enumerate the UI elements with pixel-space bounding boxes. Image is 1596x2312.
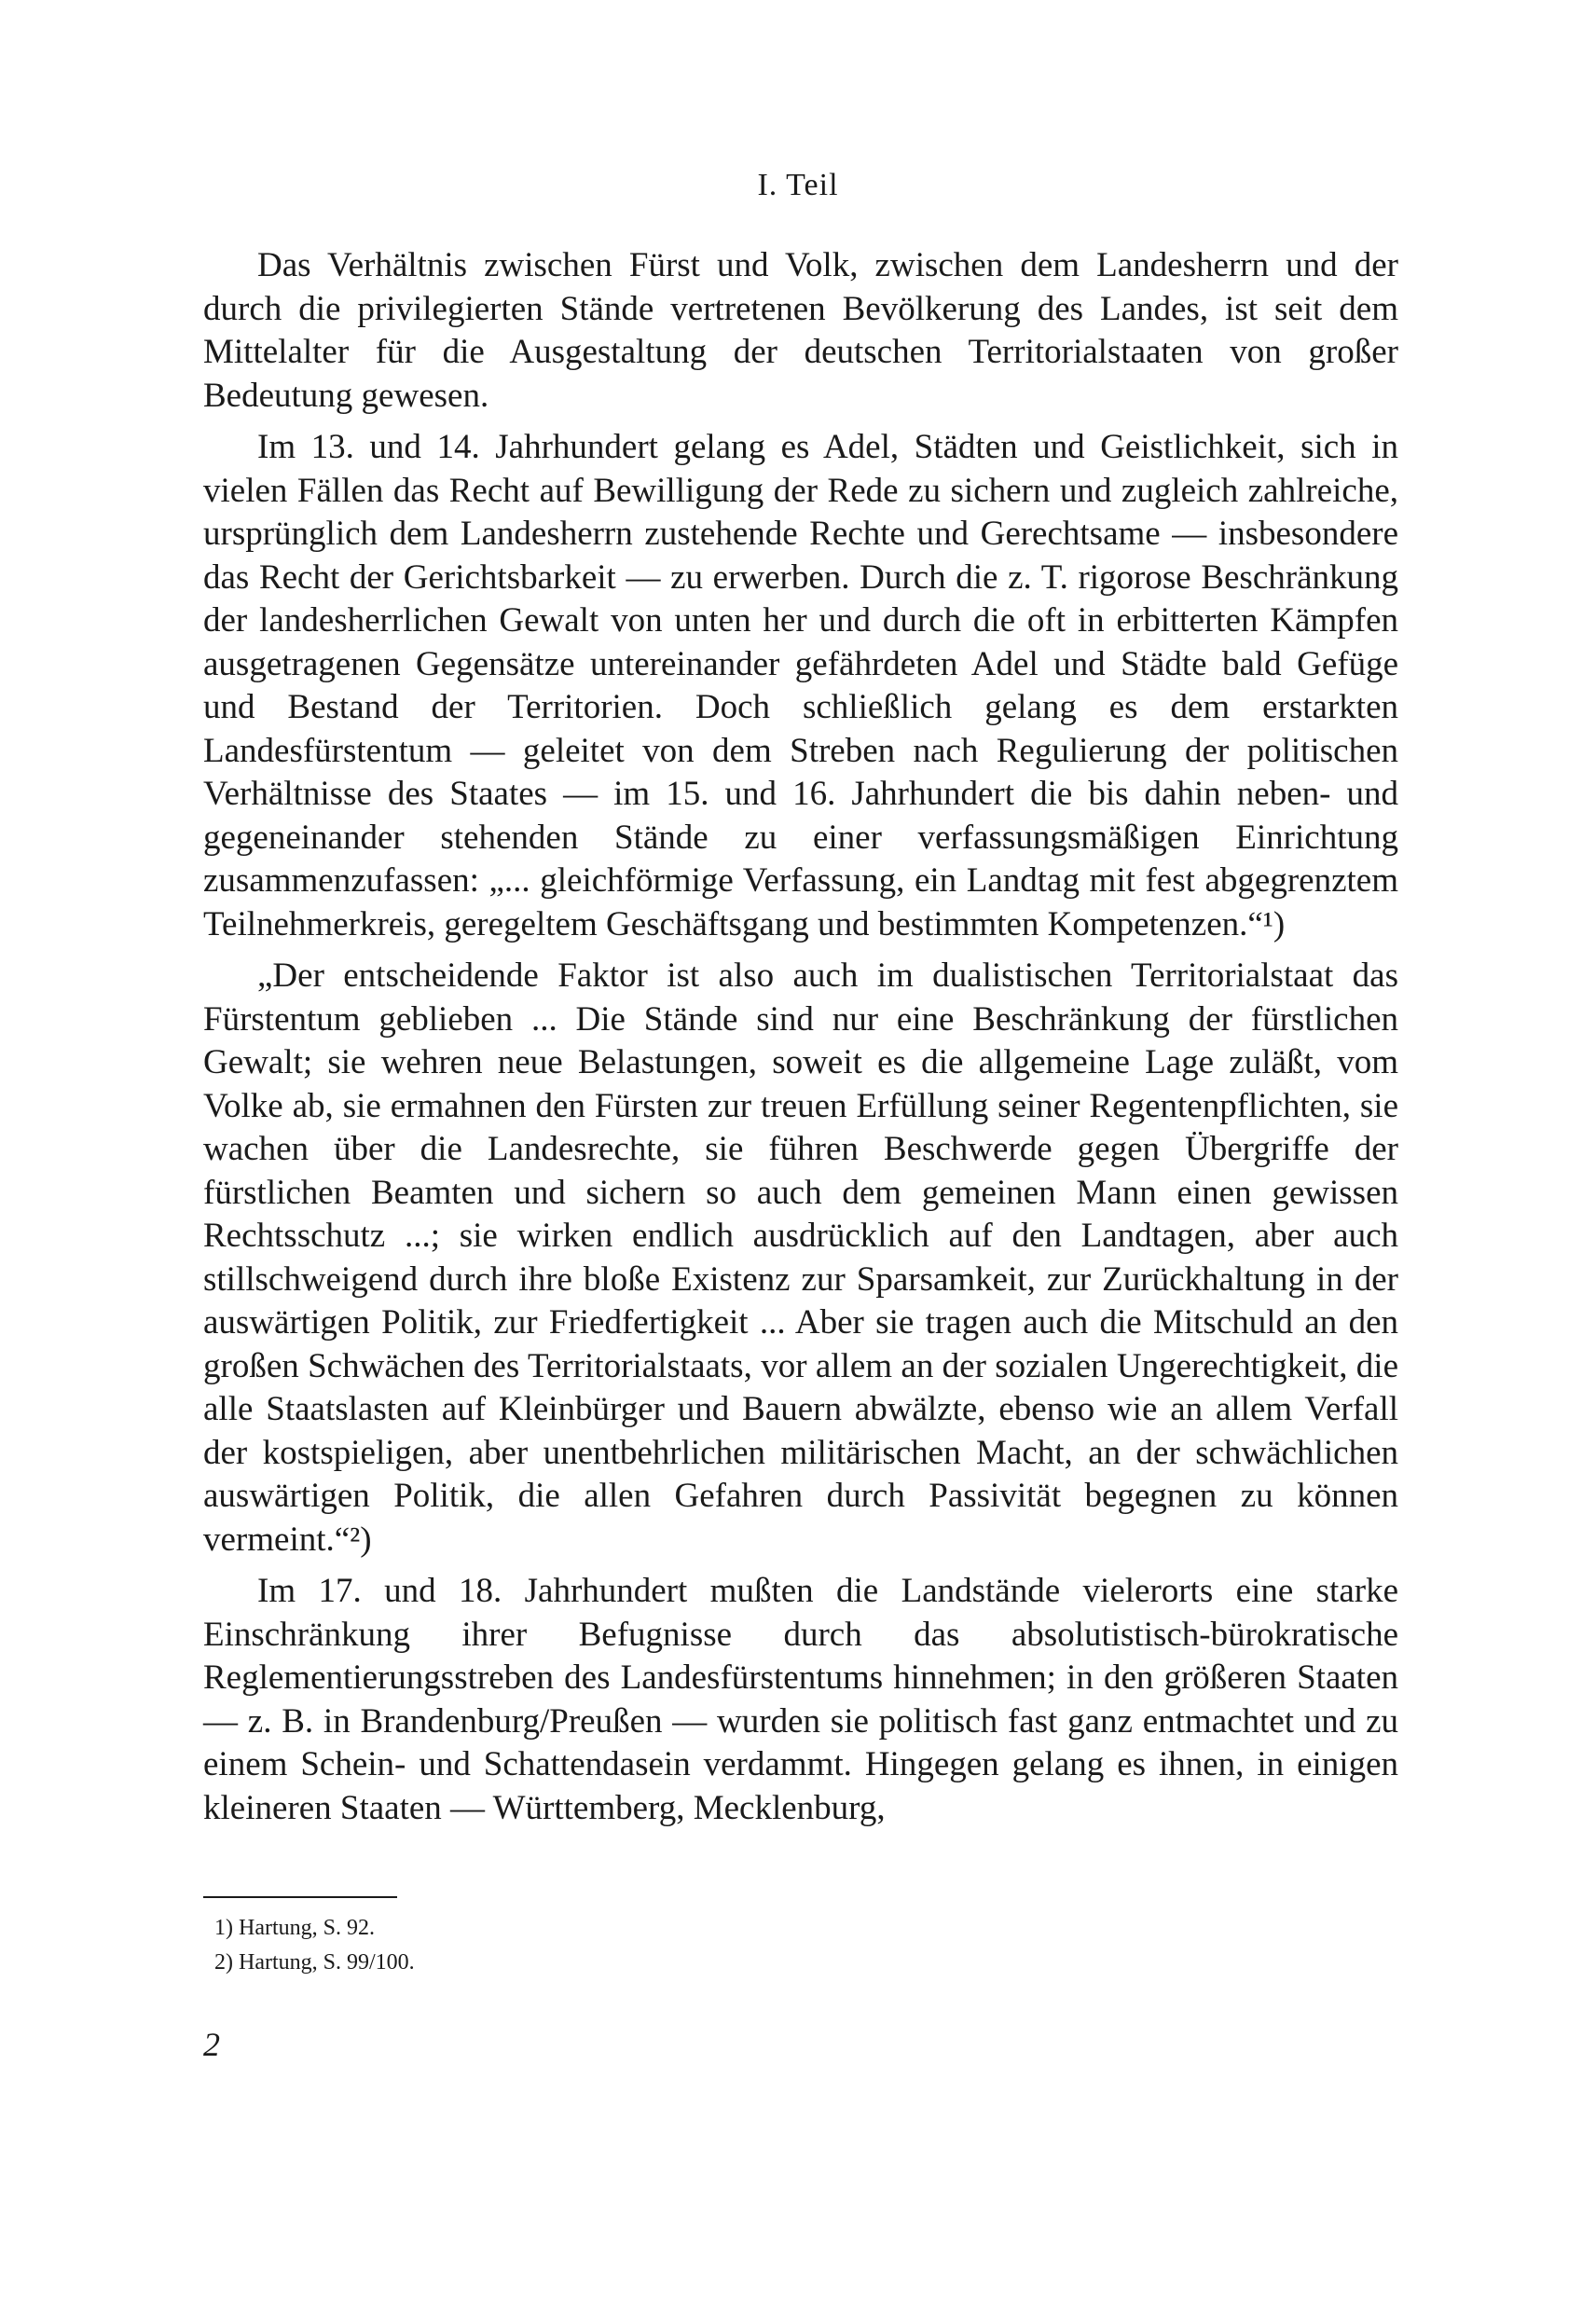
paragraph: Im 17. und 18. Jahrhundert mußten die Landstände vielerorts eine starke Einschränkung ihrer Befugnisse durch das absolutistisch-bürokratische Reglementierungsstreben des Landesfürstentums hinnehmen; in den größeren Staaten — z. B. in Brandenburg/Preußen — wurden sie politisch fast ganz entmachtet und zu einem Schein- und Schattendasein verdammt. Hingegen gelang es ihnen, in einigen kleineren Staaten — Württemberg, Mecklenburg, bbox=[203, 1572, 1398, 1827]
footnote-separator bbox=[203, 1896, 397, 1898]
chapter-heading: I. Teil bbox=[757, 168, 839, 202]
body-text bbox=[203, 244, 1398, 1838]
footnote: 2) Hartung, S. 99/100. bbox=[214, 1950, 415, 1975]
page-number: 2 bbox=[203, 2026, 220, 2063]
quotation-paragraph: „Der entscheidende Faktor ist also auch im dualistischen Territorialstaat das Fürstentum geblieben ... Die Stände sind nur eine Beschränkung der fürstlichen Gewalt; sie wehren neue Belastungen, soweit es die allgemeine Lage zuläßt, vom Volke ab, sie ermahnen den Fürsten zur treuen Erfüllung seiner Regentenpflichten, sie wachen über die Landesrechte, sie führen Beschwerde gegen Übergriffe der fürstlichen Beamten und sichern so auch dem gemeinen Mann einen gewissen Rechtsschutz ...; sie wirken endlich ausdrücklich auf den Landtagen, aber auch stillschweigend durch ihre bloße Existenz zur Sparsamkeit, zur Zurückhaltung in der auswärtigen Politik, zur Friedfertigkeit ... Aber sie tragen auch die Mitschuld an den großen Schwächen des Territorialstaats, vor allem an der sozialen Ungerechtigkeit, die alle Staatslasten auf Kleinbürger und Bauern abwälzte, ebenso wie an allem Verfall der kostspieligen, aber unentbehrlichen militärischen Macht, an der schwächlichen auswärtigen Politik, die allen Gefahren durch Passivität begegnen zu können vermeint.“²) bbox=[203, 956, 1398, 1559]
paragraph: Im 13. und 14. Jahrhundert gelang es Adel, Städten und Geistlichkeit, sich in vielen Fällen das Recht auf Bewilligung der Rede zu sichern und zugleich zahlreiche, ursprünglich dem Landesherrn zustehende Rechte und Gerechtsame — insbesondere das Recht der Gerichtsbarkeit — zu erwerben. Durch die z. T. rigorose Beschränkung der landesherrlichen Gewalt von unten her und durch die oft in erbitterten Kämpfen ausgetragenen Gegensätze untereinander gefährdeten Adel und Städte bald Gefüge und Bestand der Territorien. Doch schließlich gelang es dem erstarkten Landesfürstentum — geleitet von dem Streben nach Regulierung der politischen Verhältnisse des Staates — im 15. und 16. Jahrhundert die bis dahin neben- und gegeneinander stehenden Stände zu einer verfassungsmäßigen Einrichtung zusammenzufassen: „... gleichförmige Verfassung, ein Landtag mit fest abgegrenztem Teilnehmerkreis, geregeltem Geschäftsgang und bestimmten Kompetenzen.“¹) bbox=[203, 428, 1398, 943]
paragraph: Das Verhältnis zwischen Fürst und Volk, zwischen dem Landesherrn und der durch die privilegierten Stände vertretenen Bevölkerung des Landes, ist seit dem Mittelalter für die Ausgestaltung der deutschen Territorialstaaten von großer Bedeutung gewesen. bbox=[203, 246, 1398, 415]
footnotes bbox=[203, 1911, 1042, 1980]
footnote: 1) Hartung, S. 92. bbox=[214, 1916, 375, 1940]
